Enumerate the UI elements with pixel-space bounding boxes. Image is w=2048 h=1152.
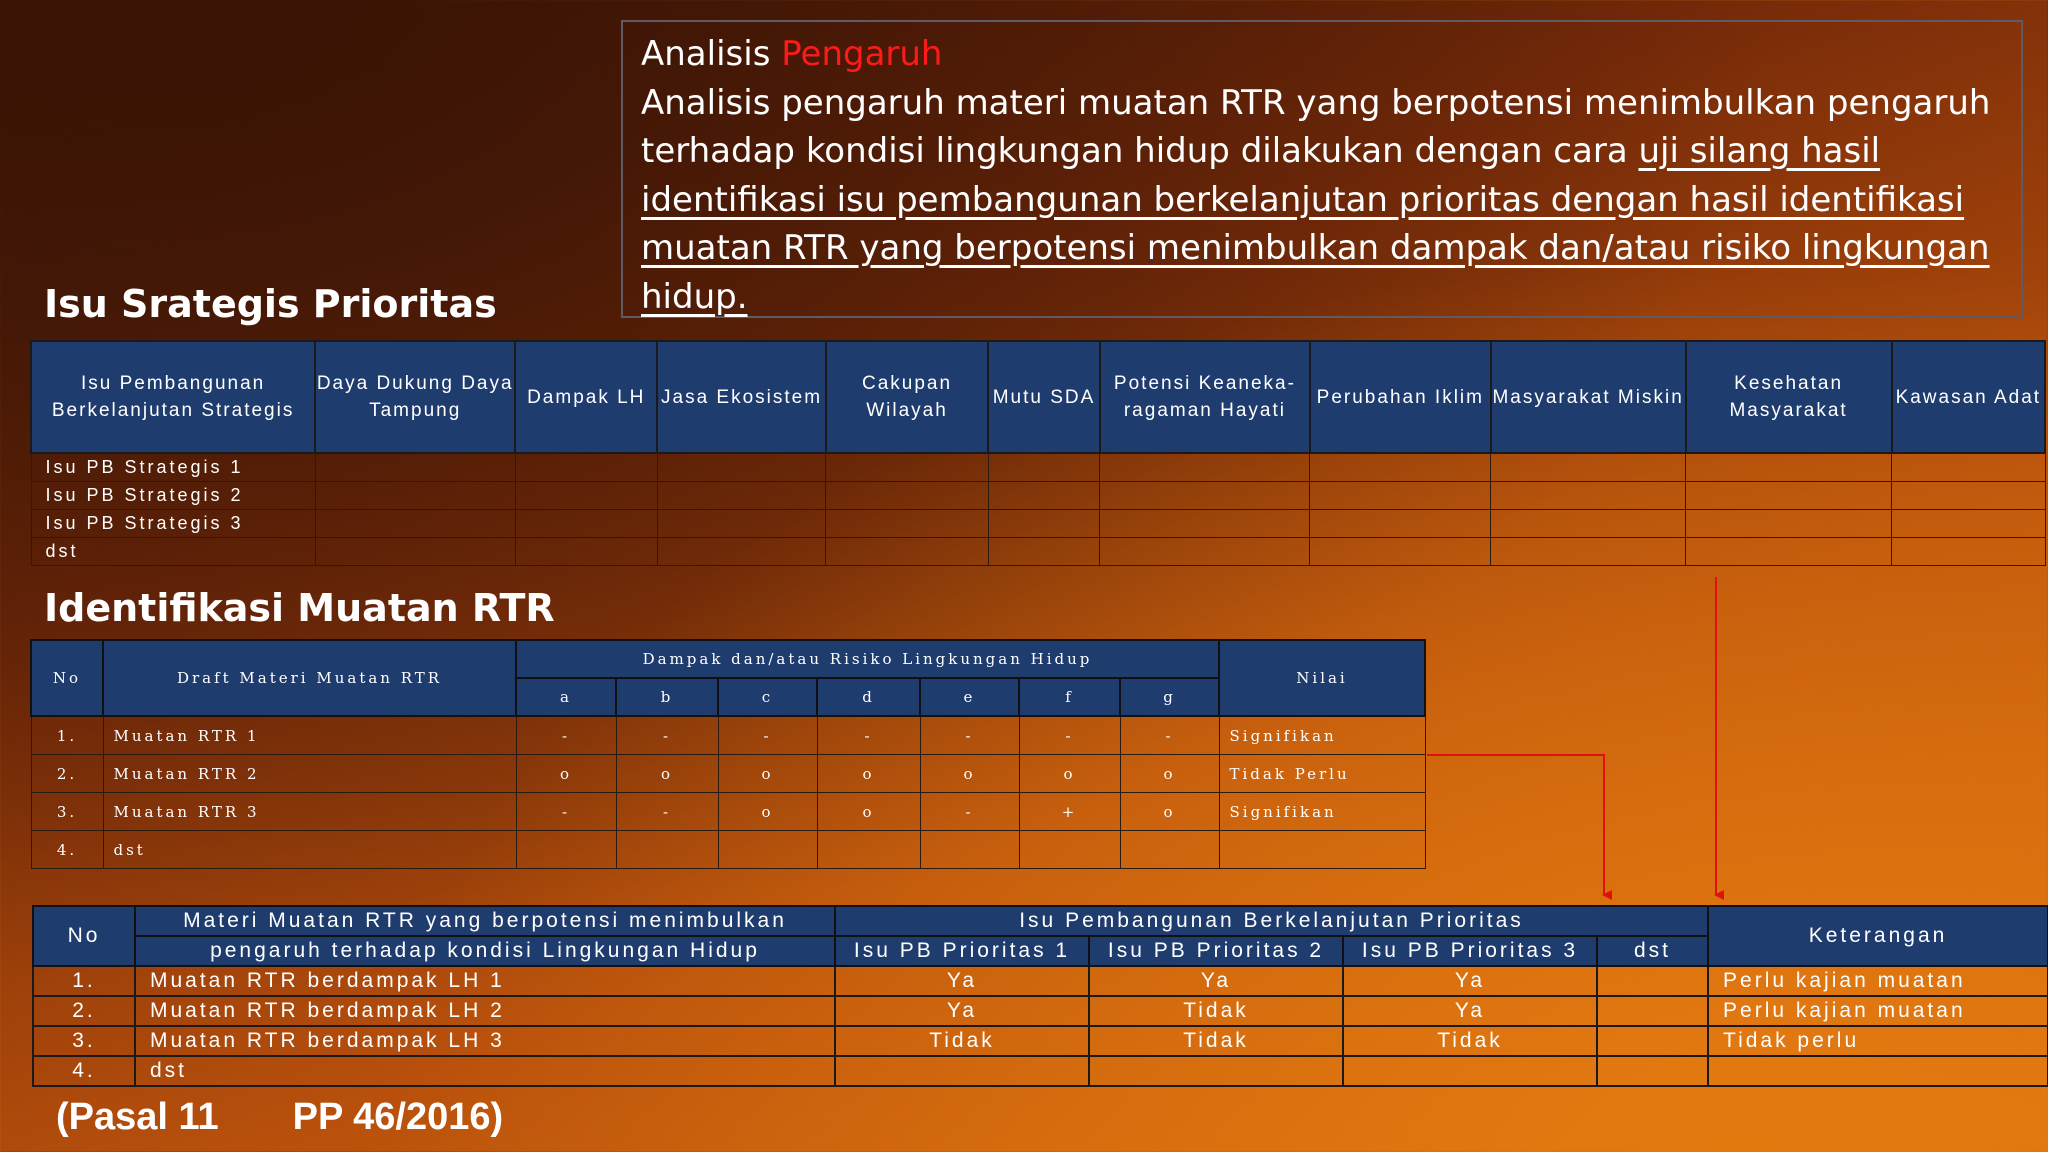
subheader: f xyxy=(1019,678,1120,716)
analysis-heading-prefix: Analisis xyxy=(641,34,771,74)
cell-no: 4. xyxy=(33,1056,135,1086)
cell-value: Tidak xyxy=(1089,1026,1343,1056)
column-header: Cakupan Wilayah xyxy=(826,341,988,453)
subheader: Isu PB Prioritas 2 xyxy=(1089,936,1343,966)
cell-no: 1. xyxy=(31,716,103,755)
analisis-pengaruh-table xyxy=(32,905,2048,1087)
cell-materi: dst xyxy=(135,1056,835,1086)
cell-materi: Muatan RTR berdampak LH 1 xyxy=(135,966,835,996)
analysis-line-2-underlined: uji silang hasil xyxy=(1638,131,1881,171)
row-label: Isu PB Strategis 3 xyxy=(31,510,315,538)
regulation-reference xyxy=(56,1096,503,1139)
cell-value: - xyxy=(516,716,616,755)
subheader: a xyxy=(516,678,616,716)
cell-name: Muatan RTR 2 xyxy=(103,755,516,793)
cell-keterangan: Perlu kajian muatan xyxy=(1708,966,2048,996)
cell-value: Tidak xyxy=(835,1026,1089,1056)
column-header-isu: Isu Pembangunan Berkelanjutan Prioritas xyxy=(835,906,1708,936)
column-header: Dampak LH xyxy=(515,341,657,453)
subheader: Isu PB Prioritas 3 xyxy=(1343,936,1597,966)
cell-name: Muatan RTR 3 xyxy=(103,793,516,831)
cell-value xyxy=(1597,1026,1708,1056)
cell-value: - xyxy=(718,716,817,755)
cell-value: Ya xyxy=(1343,996,1597,1026)
column-header: Mutu SDA xyxy=(988,341,1100,453)
column-header-no: No xyxy=(33,906,135,966)
column-header: Potensi Keaneka-ragaman Hayati xyxy=(1100,341,1310,453)
analysis-heading-highlight: Pengaruh xyxy=(781,34,943,74)
cell-no: 4. xyxy=(31,831,103,869)
subheader: c xyxy=(718,678,817,716)
cell-value: o xyxy=(1019,755,1120,793)
subheader: dst xyxy=(1597,936,1708,966)
analysis-line-5: hidup. xyxy=(641,276,748,317)
cell-value: Ya xyxy=(1343,966,1597,996)
subheader: g xyxy=(1120,678,1219,716)
arrow-from-muatan-table xyxy=(1427,755,1604,895)
cell-value: o xyxy=(718,755,817,793)
cell-value: Ya xyxy=(835,966,1089,996)
column-header: Perubahan Iklim xyxy=(1310,341,1491,453)
cell-value xyxy=(1597,966,1708,996)
cell-value: Tidak xyxy=(1089,996,1343,1026)
cell-value: o xyxy=(1120,793,1219,831)
cell-value: o xyxy=(920,755,1019,793)
cell-value: - xyxy=(817,716,920,755)
column-header: Jasa Ekosistem xyxy=(657,341,826,453)
analysis-line-2-plain: terhadap kondisi lingkungan hidup dilakukan dengan cara xyxy=(641,131,1639,171)
cell-value: + xyxy=(1019,793,1120,831)
analysis-line-4: muatan RTR yang berpotensi menimbulkan dampak dan/atau risiko lingkungan xyxy=(641,228,1990,268)
column-header-nilai: Nilai xyxy=(1219,640,1425,716)
row-label: dst xyxy=(31,538,315,566)
cell-materi: Muatan RTR berdampak LH 2 xyxy=(135,996,835,1026)
cell-no: 3. xyxy=(33,1026,135,1056)
cell-no: 2. xyxy=(33,996,135,1026)
column-header-dampak: Dampak dan/atau Risiko Lingkungan Hidup xyxy=(516,640,1219,678)
section-title-isu-strategis: Isu Srategis Prioritas xyxy=(44,282,497,326)
cell-name: dst xyxy=(103,831,516,869)
subheader: Isu PB Prioritas 1 xyxy=(835,936,1089,966)
cell-nilai: Signifikan xyxy=(1219,793,1425,831)
cell-value: o xyxy=(718,793,817,831)
cell-value: Tidak xyxy=(1343,1026,1597,1056)
cell-value: o xyxy=(516,755,616,793)
cell-no: 3. xyxy=(31,793,103,831)
row-label: Isu PB Strategis 1 xyxy=(31,453,315,482)
subheader: e xyxy=(920,678,1019,716)
cell-value: - xyxy=(920,793,1019,831)
footer-pp: PP 46/2016) xyxy=(292,1096,504,1138)
row-label: Isu PB Strategis 2 xyxy=(31,482,315,510)
column-header-no: No xyxy=(31,640,103,716)
table-row xyxy=(33,1056,2048,1086)
cell-value: o xyxy=(616,755,718,793)
column-header-materi-1: Materi Muatan RTR yang berpotensi menimbulkan xyxy=(135,906,835,936)
cell-keterangan: Perlu kajian muatan xyxy=(1708,996,2048,1026)
analysis-line-1: Analisis pengaruh materi muatan RTR yang berpotensi menimbulkan pengaruh xyxy=(641,82,1991,123)
cell-value: Ya xyxy=(835,996,1089,1026)
cell-value: - xyxy=(920,716,1019,755)
cell-value: - xyxy=(1019,716,1120,755)
cell-value: - xyxy=(616,716,718,755)
column-header: Isu Pembangunan Berkelanjutan Strategis xyxy=(31,341,315,453)
cell-nilai: Signifikan xyxy=(1219,716,1425,755)
column-header-materi-2: pengaruh terhadap kondisi Lingkungan Hidup xyxy=(135,936,835,966)
analysis-line-3: identifikasi isu pembangunan berkelanjutan prioritas dengan hasil identifikasi xyxy=(641,179,1965,220)
footer-pasal: (Pasal 11 xyxy=(56,1096,219,1138)
column-header: Kesehatan Masyarakat xyxy=(1686,341,1892,453)
cell-value: o xyxy=(817,793,920,831)
column-header: Kawasan Adat xyxy=(1892,341,2045,453)
column-header-draft: Draft Materi Muatan RTR xyxy=(103,640,516,716)
cell-keterangan: Tidak perlu xyxy=(1708,1026,2048,1056)
cell-materi: Muatan RTR berdampak LH 3 xyxy=(135,1026,835,1056)
table-row xyxy=(33,966,2048,996)
table-header-row xyxy=(33,906,2048,936)
cell-value: - xyxy=(616,793,718,831)
cell-value xyxy=(1597,996,1708,1026)
cell-value: - xyxy=(516,793,616,831)
column-header: Masyarakat Miskin xyxy=(1491,341,1686,453)
column-header: Daya Dukung Daya Tampung xyxy=(315,341,515,453)
cell-nilai: Tidak Perlu xyxy=(1219,755,1425,793)
subheader: d xyxy=(817,678,920,716)
table-row xyxy=(33,996,2048,1026)
cell-no: 2. xyxy=(31,755,103,793)
subheader: b xyxy=(616,678,718,716)
cell-value: o xyxy=(1120,755,1219,793)
cell-name: Muatan RTR 1 xyxy=(103,716,516,755)
cell-value: - xyxy=(1120,716,1219,755)
section-title-identifikasi: Identifikasi Muatan RTR xyxy=(44,586,555,630)
column-header-keterangan: Keterangan xyxy=(1708,906,2048,966)
cell-value: o xyxy=(817,755,920,793)
table-row xyxy=(33,1026,2048,1056)
cell-no: 1. xyxy=(33,966,135,996)
cell-value: Ya xyxy=(1089,966,1343,996)
